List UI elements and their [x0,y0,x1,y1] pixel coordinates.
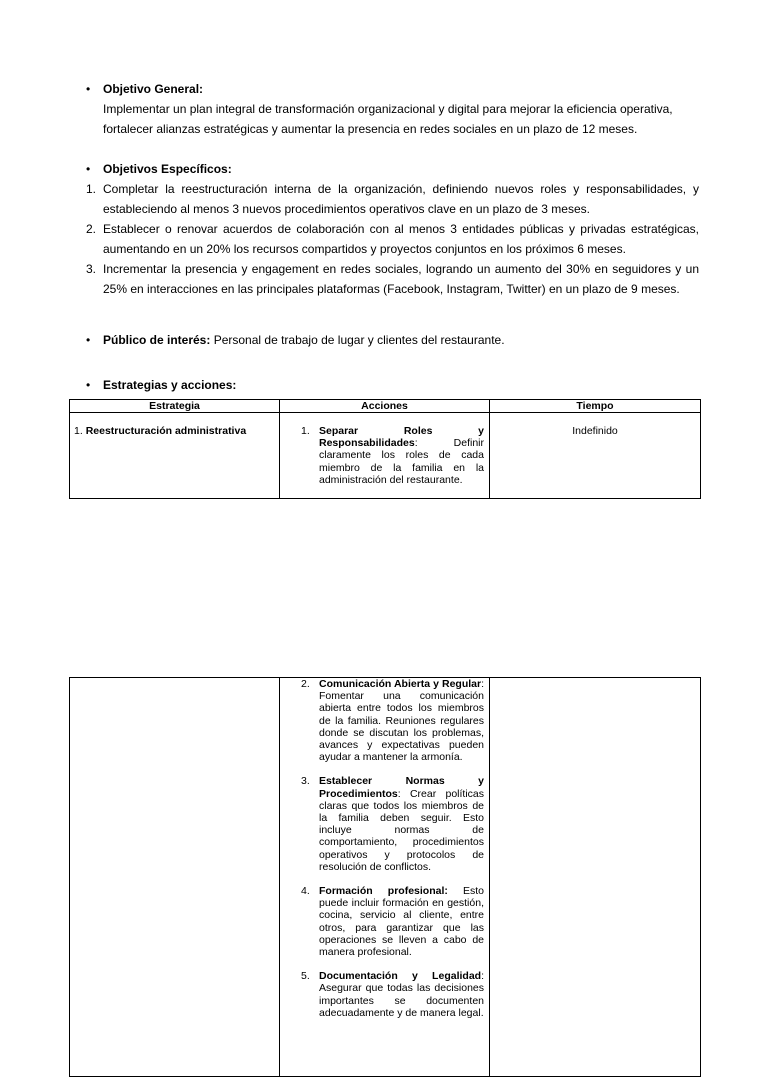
strategy-cell [70,678,280,1077]
objetivo-general-line-2: fortalecer alianzas estratégicas y aumentar la presencia en redes sociales en un plazo de 12 meses. [103,122,638,136]
action-number: 5. [301,970,310,983]
action-title: Comunicación Abierta y Regular [319,678,482,690]
action-text: Fomentar una comunicación abierta entre todos los miembros de la familia. Reuniones regulares donde se discutan los problemas, avances y expectativas pueden ayudar a mantener la armonía. [319,690,484,764]
action-item [280,425,489,486]
action-body [319,885,484,958]
action-number: 1. [301,425,310,437]
list-number: 2. [86,222,97,236]
time-cell: Indefinido [490,413,701,499]
actions-cell [280,678,490,1077]
bullet-icon: • [86,333,91,347]
bullet-icon: • [86,82,91,96]
strategy-table [69,399,701,499]
publico-heading: Público de interés: [103,333,211,347]
table-header-row [70,400,701,413]
list-item-text: Establecer o renovar acuerdos de colaboración con al menos 3 entidades públicas y privadas estratégicas, aumentando en un 20% los recursos compartidos y proyectos conjuntos en los próximos 6 meses. [103,222,699,256]
action-number: 3. [301,775,310,788]
list-number: 3. [86,262,97,276]
table-row [70,678,701,1077]
action-body [319,425,484,486]
action-text: Crear políticas claras que todos los miembros de la familia deben seguir. Esto incluye normas de comportamiento, procedimientos operativos y protocolos de resolución de conflictos. [319,787,484,873]
action-body [319,678,484,763]
list-number: 1. [86,182,97,196]
action-item [280,885,489,958]
actions-cell [280,413,490,499]
objetivo-general-heading: Objetivo General: [103,82,204,96]
action-text: Esto puede incluir formación en gestión, cocina, servicio al cliente, entre otros, para garantizar que las operaciones se lleven a cabo de manera profesional. [319,885,484,959]
action-title: Separar Roles y Responsabilidades [319,425,484,450]
action-body [319,970,484,1019]
bullet-icon: • [86,378,91,392]
action-sep: : [397,787,401,800]
estrategias-heading: Estrategias y acciones: [103,378,237,392]
strategy-table-continued [69,677,701,1077]
action-title: Documentación y Legalidad [319,970,482,983]
header-time: Tiempo [490,400,701,413]
action-item [280,678,489,763]
action-sep: : [481,678,484,690]
action-item [280,775,489,873]
list-item-text: Completar la reestructuración interna de la organización, definiendo nuevos roles y responsabilidades, y estableciendo al menos 3 nuevos procedimientos operativos clave en un plazo de 3 meses. [103,182,699,216]
header-actions: Acciones [280,400,490,413]
action-body [319,775,484,873]
publico-text [103,330,505,350]
action-sep: : [414,437,418,450]
strategy-name: Reestructuración administrativa [85,425,247,437]
objetivo-general-line-1: Implementar un plan integral de transformación organizacional y digital para mejorar la eficiencia operativa, [103,102,673,116]
bullet-icon: • [86,162,91,176]
strategy-number: 1. [74,425,86,437]
action-item [280,970,489,1019]
action-number: 4. [301,885,310,898]
time-cell [490,678,701,1077]
list-item-text: Incrementar la presencia y engagement en redes sociales, logrando un aumento del 30% en seguidores y un 25% en interacciones en las principales plataformas (Facebook, Instagram, Twitter) en un plazo de 9 meses. [103,262,699,296]
table-row [70,413,701,499]
objetivos-especificos-heading: Objetivos Específicos: [103,162,232,176]
action-number: 2. [301,678,310,690]
strategy-cell [70,413,280,499]
publico-description: Personal de trabajo de lugar y clientes del restaurante. [210,333,505,347]
header-strategy: Estrategia [70,400,280,413]
action-title: Establecer Normas y Procedimientos [319,775,484,800]
action-title: Formación profesional: [319,885,448,898]
action-text: Definir claramente los roles de cada miembro de la familia en la administración del restaurante. [319,437,484,486]
action-sep: : [481,970,484,983]
action-text: Asegurar que todas las decisiones importantes se documenten adecuadamente y de manera legal. [319,982,484,1019]
